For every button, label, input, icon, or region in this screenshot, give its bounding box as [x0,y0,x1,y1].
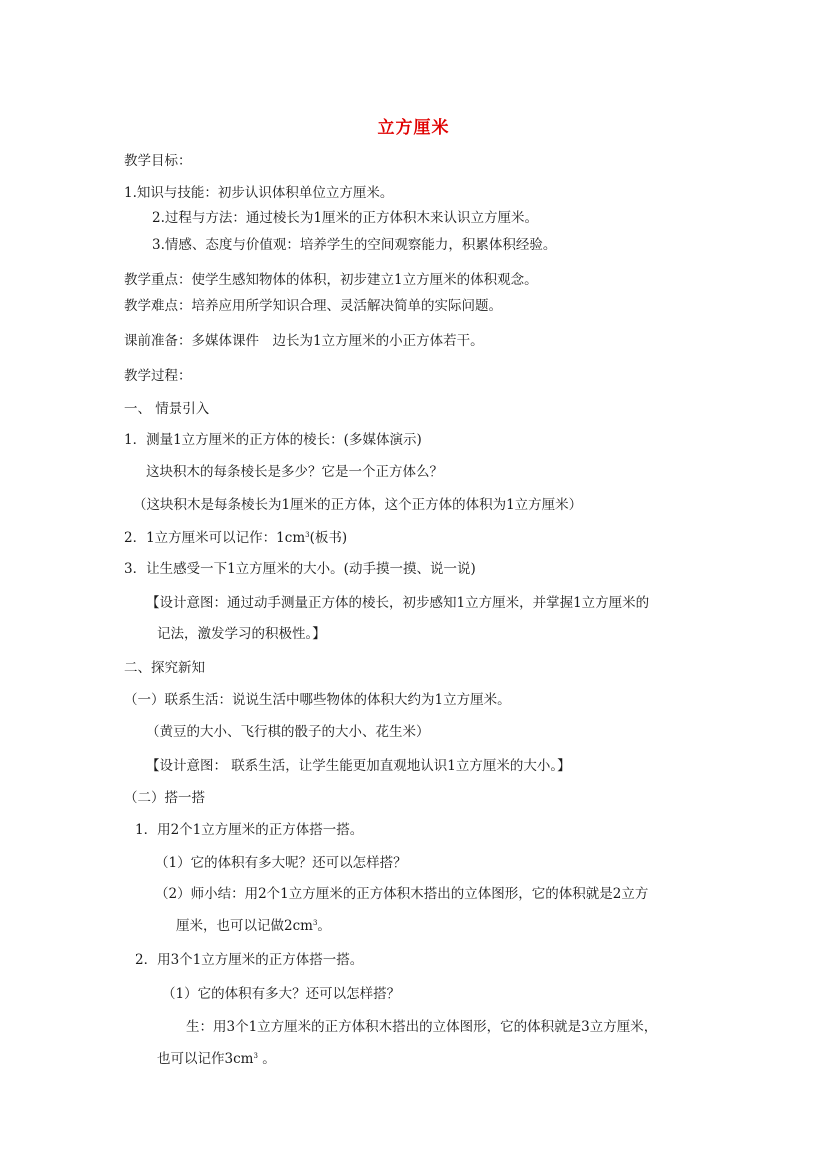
summary-text: 厘米，也可以记做2cm [176,918,313,934]
design-intent-1-line-1: 【设计意图：通过动手测量正方体的棱长，初步感知1立方厘米，并掌握1立方厘米的 [146,595,650,611]
design-intent-2: 【设计意图： 联系生活，让学生能更加直观地认识1立方厘米的大小。】 [146,758,571,774]
build-step-1-summary-line-2 [176,916,331,936]
subsection-2: （二）搭一搭 [124,790,205,806]
step-2 [124,528,347,548]
build-step-1-summary-line-1: （2）师小结：用2个1立方厘米的正方体积木搭出的立体图形，它的体积就是2立方 [155,886,649,902]
answer-end: 。 [257,1051,276,1067]
build-step-1: 1．用2个1立方厘米的正方体搭一搭。 [135,822,364,838]
objectives-heading: 教学目标： [124,153,192,169]
step-1-question: 这块积木的每条棱长是多少？它是一个正方体么？ [146,464,443,480]
step-1-answer: （这块积木是每条棱长为1厘米的正方体，这个正方体的体积为1立方厘米） [133,497,583,513]
cube-superscript: 3 [253,1052,258,1060]
build-step-2-answer-line-1: 生：用3个1立方厘米的正方体积木搭出的立体图形，它的体积就是3立方厘米， [186,1019,658,1035]
design-intent-1-line-2: 记法，激发学习的积极性。】 [157,626,326,642]
step-3: 3．让生感受一下1立方厘米的大小。(动手摸一摸、说一说) [124,561,476,577]
subsection-1-examples: （黄豆的大小、飞行棋的骰子的大小、花生米） [146,724,430,740]
step-1: 1．测量1立方厘米的正方体的棱长：(多媒体演示) [124,432,422,448]
process-heading: 教学过程： [124,368,192,384]
cube-superscript: 3 [305,531,310,539]
key-point: 教学重点：使学生感知物体的体积，初步建立1立方厘米的体积观念。 [124,272,538,288]
build-step-1-question: （1）它的体积有多大呢？还可以怎样搭？ [155,855,407,871]
difficult-point: 教学难点：培养应用所学知识合理、灵活解决简单的实际问题。 [124,298,502,314]
step-2-note: (板书) [309,530,348,546]
step-2-text: 2．1立方厘米可以记作：1cm [124,530,306,546]
answer-text: 也可以记作3cm [157,1051,254,1067]
cube-superscript: 3 [312,919,318,927]
preparation: 课前准备：多媒体课件 边长为1立方厘米的小正方体若干。 [124,333,484,349]
subsection-1: （一）联系生活：说说生活中哪些物体的体积大约为1立方厘米。 [124,692,511,708]
summary-end: 。 [317,918,331,934]
objective-3: 3.情感、态度与价值观：培养学生的空间观察能力，积累体积经验。 [152,237,557,253]
objective-2: 2.过程与方法：通过棱长为1厘米的正方体积木来认识立方厘米。 [152,210,538,226]
objective-1: 1.知识与技能：初步认识体积单位立方厘米。 [124,185,394,201]
build-step-2: 2．用3个1立方厘米的正方体搭一搭。 [135,952,364,968]
build-step-2-question: （1）它的体积有多大？还可以怎样搭？ [162,986,401,1002]
build-step-2-answer-line-2 [157,1049,276,1069]
page-title: 立方厘米 [377,118,450,138]
section-2-heading: 二、探究新知 [124,660,205,676]
section-1-heading: 一、 情景引入 [124,401,210,417]
